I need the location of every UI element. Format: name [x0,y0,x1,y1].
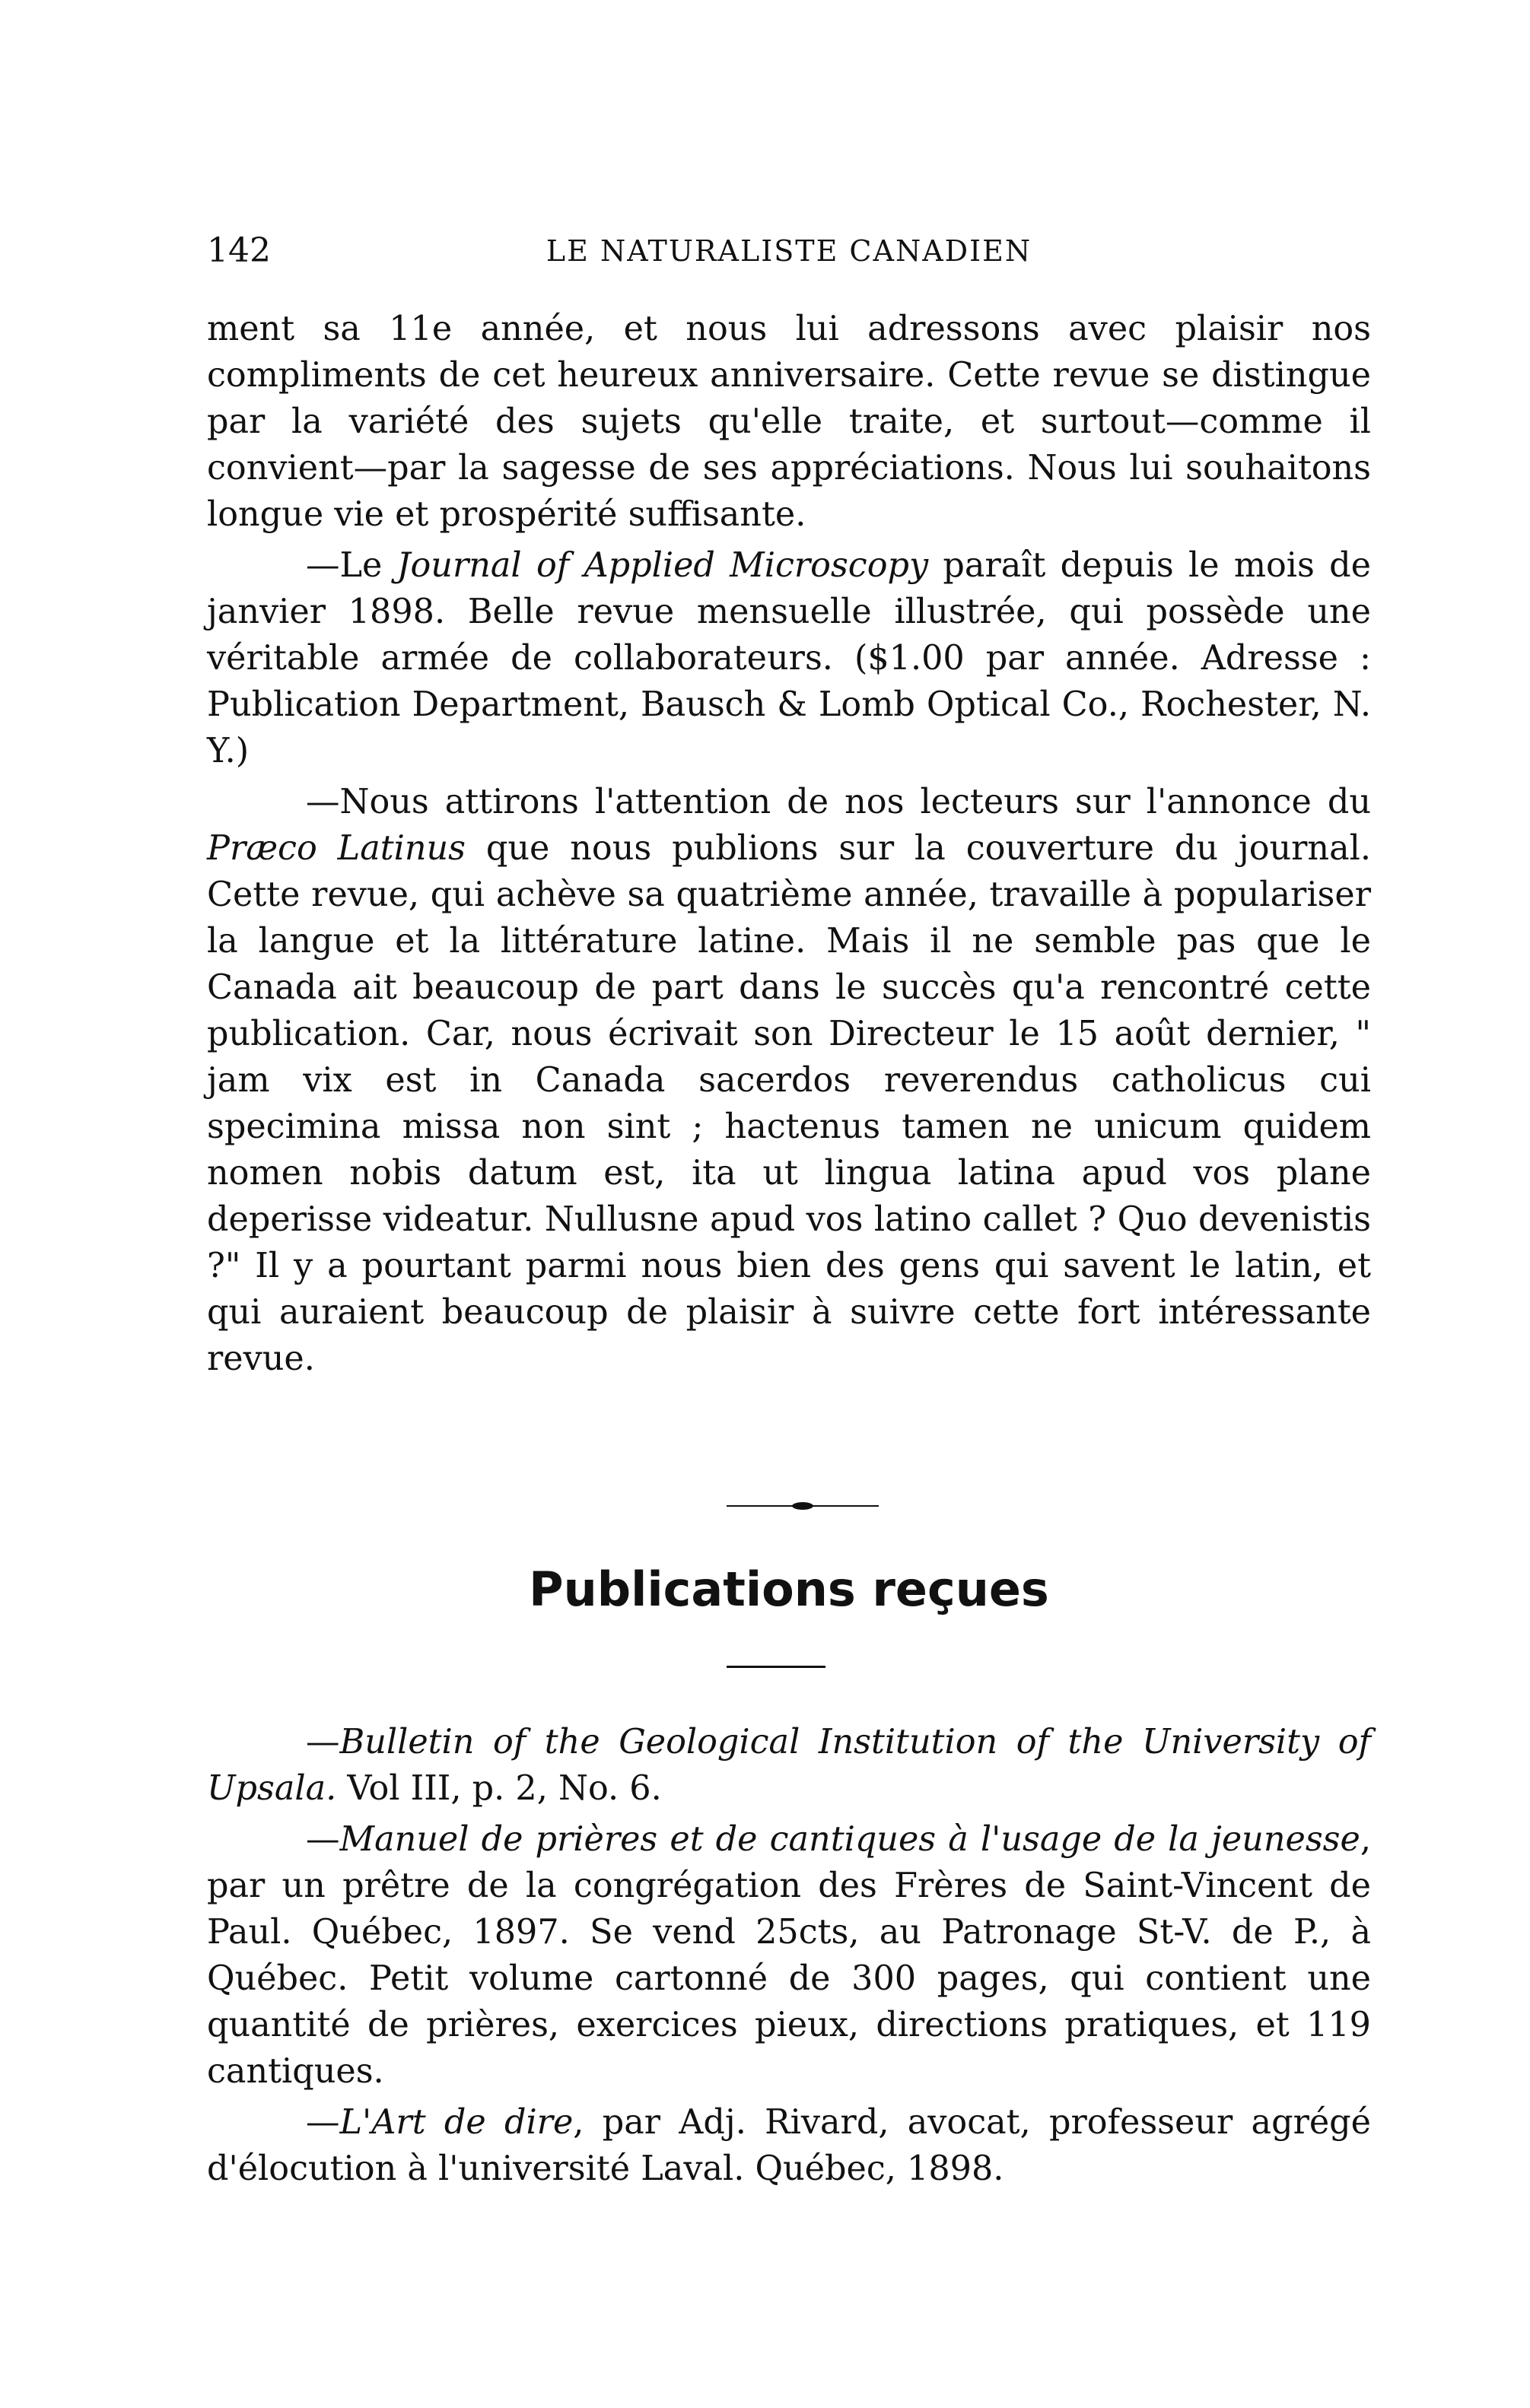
paragraph-prefix: —Le [306,546,397,585]
heading-rule [727,1666,825,1668]
paragraph-praeco-latinus [207,779,1371,1382]
paragraph-prefix: —Nous attirons l'attention de nos lecteurs sur l'annonce du [306,783,1371,821]
section-ornament [727,1502,879,1510]
paragraph-text: que nous publions sur la couverture du journal. Cette revue, qui achève sa quatrième année, travaille à populariser la langue et la littérature latine. Mais il ne semble pas que le Canada ait beaucoup de part dans le succès qu'a rencontré cette publication. Car, nous écrivait son Directeur le 15 août dernier, " jam vix est in Canada sacerdos reverendus catholicus cui specimina missa non sint ; hactenus tamen ne unicum quidem nomen nobis datum est, ita ut lingua latina apud vos plane deperisse videatur. Nullusne apud vos latino callet ? Quo devenistis ?" Il y a pourtant parmi nous bien des gens qui savent le latin, et qui auraient beaucoup de plaisir à suivre cette fort intéressante revue. [207,829,1371,1378]
paragraph-journal-applied-microscopy [207,542,1371,774]
paragraph-text: paraît depuis le mois de janvier 1898. Belle revue mensuelle illustrée, qui possède une véritable armée de collaborateurs. ($1.00 par année. Adresse : Publication Department, Bausch & Lomb Optical Co., Rochester, N. Y.) [207,546,1371,770]
paragraph-manuel-prieres [207,1816,1371,2095]
section-heading: Publications reçues [529,1561,1049,1617]
italic-title: L'Art de dire [339,2103,574,2142]
paragraph-art-de-dire [207,2099,1371,2192]
page-number: 142 [207,231,271,270]
italic-title: Journal of Applied Microscopy [396,546,929,585]
italic-title: Manuel de prières et de cantiques à l'usage de la jeunesse [339,1820,1360,1859]
paragraph-text: Vol III, p. 2, No. 6. [336,1769,662,1808]
paragraph-continuation [207,306,1371,538]
journal-title: LE NATURALISTE CANADIEN [546,234,1032,268]
italic-title: Bulletin of the Geological Institution of the University of Upsala. [207,1723,1371,1808]
body-text-top [207,306,1371,1387]
italic-title: Præco Latinus [207,829,466,868]
ornament-dot [792,1502,813,1510]
paragraph-text: , par un prêtre de la congrégation des Frères de Saint-Vincent de Paul. Québec, 1897. Se vend 25cts, au Patronage St-V. de P., à Québec. Petit volume cartonné de 300 pages, qui contient une quantité de prières, exercices pieux, directions pratiques, et 119 cantiques. [207,1820,1371,2091]
paragraph-prefix: — [306,1723,340,1762]
body-text-bottom [207,1719,1371,2197]
paragraph-text: ment sa 11e année, et nous lui adressons avec plaisir nos compliments de cet heureux anniversaire. Cette revue se distingue par la variété des sujets qu'elle traite, et surtout—comme il convient—par la sagesse de ses appréciations. Nous lui souhaitons longue vie et prospérité suffisante. [207,310,1371,534]
paragraph-bulletin-upsala [207,1719,1371,1812]
paragraph-prefix: — [306,2103,340,2142]
paragraph-text: , par Adj. Rivard, avocat, professeur agrégé d'élocution à l'université Laval. Québec, 1898. [207,2103,1371,2188]
paragraph-prefix: — [306,1820,340,1859]
running-head [207,228,1371,274]
